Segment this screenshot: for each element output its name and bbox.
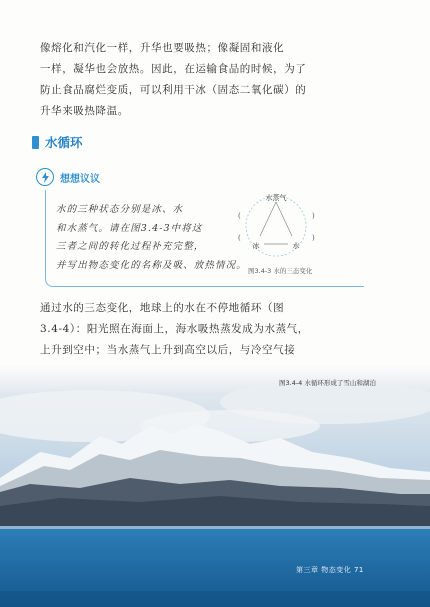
diagram-caption: 图3.4-3 水的三态变化 <box>248 267 313 275</box>
photo-caption: 图3.4-4 水循环形成了雪山和湖泊 <box>279 379 376 387</box>
blank-bracket: ( <box>238 234 241 242</box>
label-ice: 冰 <box>252 242 260 250</box>
think-discuss-heading <box>36 168 100 186</box>
blank-bracket: ) <box>312 212 315 220</box>
text-line: 通过水的三态变化，地球上的水在不停地循环（图 <box>40 302 285 314</box>
text-line: 上升到空中；当水蒸气上升到高空以后，与冷空气接 <box>40 344 296 356</box>
text-line: 三者之间的转化过程补充完整， <box>56 241 205 252</box>
paragraph-sublimation <box>40 38 380 122</box>
lightning-icon <box>36 168 54 186</box>
text-line: 水的三种状态分别是冰、水 <box>56 204 184 215</box>
text-line: 一样，凝华也会放热。因此，在运输食品的时候，为了 <box>40 63 307 75</box>
water-state-diagram <box>230 188 360 266</box>
paragraph-water-cycle <box>40 298 380 361</box>
think-discuss-title: 想想议议 <box>60 173 100 185</box>
arrow-line <box>276 202 292 236</box>
text-line: 并写出物态变化的名称及吸、放热情况。 <box>56 259 247 271</box>
text-line: 像熔化和汽化一样，升华也要吸热；像凝固和液化 <box>40 42 285 54</box>
text-line: 和水蒸气。请在图3.4-3中将这 <box>56 222 203 234</box>
label-vapor: 水蒸气 <box>265 194 287 202</box>
lake-mountain-photo <box>0 366 430 607</box>
text-line: 防止食品腐烂变质，可以利用干冰（固态二氧化碳）的 <box>40 84 307 96</box>
section-heading <box>32 133 83 151</box>
think-discuss-text <box>56 201 247 275</box>
page-footer: 第三章 物态变化 71 <box>296 566 364 574</box>
section-marker-icon <box>32 136 39 149</box>
blank-bracket: ) <box>312 234 315 242</box>
text-line: 3.4-4）：阳光照在海面上，海水吸热蒸发成为水蒸气， <box>40 323 309 335</box>
section-title: 水循环 <box>45 135 83 150</box>
label-water: 水 <box>292 242 300 250</box>
blank-bracket: ( <box>238 212 241 220</box>
arrow-line <box>260 202 276 236</box>
text-line: 升华来吸热降温。 <box>40 105 129 117</box>
